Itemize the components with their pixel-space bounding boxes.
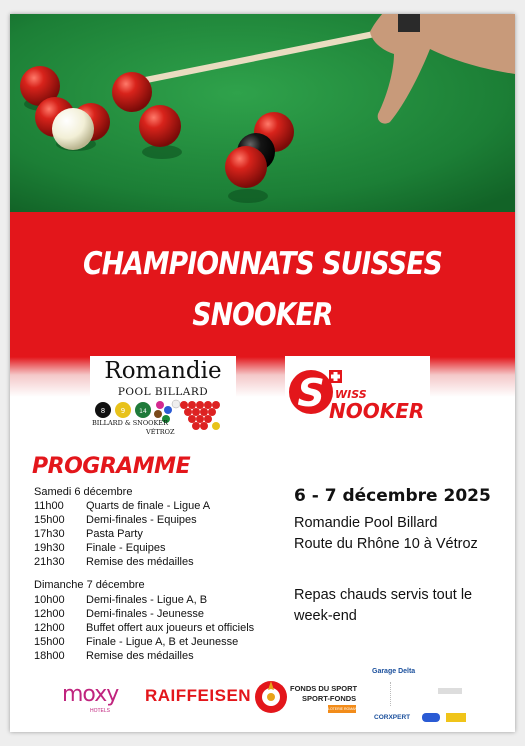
title-line-2: SNOOKER: [192, 297, 333, 333]
fonds-line-2: SPORT-FONDS: [302, 694, 357, 703]
moxy-logo: moxy: [62, 682, 119, 707]
schedule-row: 15h00 Demi-finales - Equipes: [34, 514, 197, 526]
fonds-sport-emblem-icon: [254, 680, 288, 714]
meals-line-2: week-end: [294, 608, 357, 624]
schedule-row: 19h30 Finale - Equipes: [34, 542, 166, 554]
corxpert-logo: CORXPERT: [374, 714, 411, 721]
title-band: [10, 212, 515, 369]
raiffeisen-logo: RAIFFEISEN: [145, 686, 252, 705]
loterie-badge: LOTERIE ROMANDE: [328, 707, 362, 711]
schedule-row: 17h30 Pasta Party: [34, 528, 143, 540]
sponsors-bar: [10, 666, 515, 726]
band-fade: [10, 357, 515, 397]
schedule-row: 15h00 Finale - Ligue A, B et Jeunesse: [34, 636, 239, 648]
rpb-sub: POOL BILLARD: [117, 386, 209, 398]
rpb-town: VÉTROZ: [146, 428, 175, 436]
moxy-sub: HOTELS: [90, 708, 111, 714]
day-label-sunday: Dimanche 7 décembre: [34, 579, 145, 591]
swiss-snooker-emblem: [285, 356, 430, 430]
rpb-name: Romandie: [104, 358, 222, 384]
schedule-row: 10h00 Demi-finales - Ligue A, B: [34, 594, 208, 606]
day-label-saturday: Samedi 6 décembre: [34, 486, 133, 498]
snooker-photo: [10, 14, 515, 212]
svg-text:9: 9: [120, 407, 126, 415]
swiss-nooker-text: NOOKER: [329, 399, 425, 423]
swiss-s-letter: S: [297, 371, 325, 415]
programme-title: PROGRAMME: [32, 454, 191, 479]
schedule-row: 21h30 Remise des médailles: [34, 556, 194, 568]
title-line-1: CHAMPIONNATS SUISSES: [83, 246, 442, 282]
schedule-row: 12h00 Buffet offert aux joueurs et officiels: [34, 622, 255, 634]
schedule-row: 12h00 Demi-finales - Jeunesse: [34, 608, 204, 620]
partner-badge-yellow-icon: [446, 713, 466, 722]
garage-details: [390, 682, 413, 706]
svg-text:14: 14: [139, 408, 147, 415]
fonds-line-1: FONDS DU SPORT: [290, 684, 358, 693]
garage-delta-logo: Garage Delta: [372, 668, 416, 675]
schedule-row: 18h00 Remise des médailles: [34, 650, 194, 662]
partner-logo-small: [438, 688, 462, 694]
swiss-wiss-text: WISS: [335, 388, 367, 401]
event-address: Route du Rhône 10 à Vétroz: [294, 536, 478, 552]
svg-text:8: 8: [100, 407, 106, 415]
meals-line-1: Repas chauds servis tout le: [294, 587, 473, 603]
romandie-pool-billard-logo: [90, 356, 236, 440]
schedule-row: 11h00 Quarts de finale - Ligue A: [34, 500, 211, 512]
event-venue: Romandie Pool Billard: [294, 515, 438, 531]
partner-badge-blue-icon: [422, 713, 440, 722]
event-dates: 6 - 7 décembre 2025: [294, 486, 491, 506]
swiss-snooker-logo: [285, 356, 430, 430]
poster: [10, 14, 515, 732]
rpb-tagline: BILLARD & SNOOKER: [92, 419, 168, 427]
